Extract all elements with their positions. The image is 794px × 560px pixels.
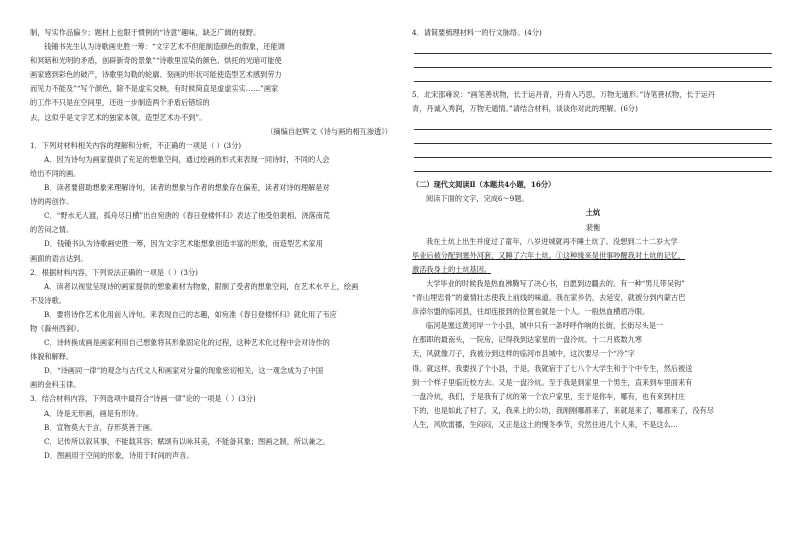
section-intro: 阅读下面的文字，完成6～9题。	[426, 194, 529, 204]
story-line: 到一个样子里临近校方去。又是一盘冷炕。至于我是到家里一个男生，直来到车里面来有	[412, 377, 693, 387]
question-1-stem: 1．下列对材料相关内容的理解和分析，不正确的一项是（ ）(3分)	[30, 140, 242, 150]
question-3-option: A．诗是无形画，画是有形诗。	[44, 408, 143, 418]
question-1-option: D．钱锺书认为诗歌画史胜一筹，因为文字艺术能想象创造丰富的形象，而造型艺术家用	[44, 239, 323, 249]
story-line: 天，风就像刀子，我被分到这样的临河市县城中，这次要尽一个“冷”字	[412, 349, 635, 359]
question-3-option: D．图画用于空间的形象，诗用于时间的声音。	[44, 450, 194, 460]
passage-line: 和冥暗和光明的矛盾，创辟新奇的景象”“诗歌里渲染的颜色、烘托的光暗可能使	[30, 56, 282, 66]
question-2-option: 不及诗歌。	[30, 295, 66, 305]
question-1-option: 的苦闷之情。	[30, 225, 74, 235]
story-line: 毕业后被分配到塞外河套，又睡了六年土炕。①这种缘来是世事吵醒我对土炕的记忆，	[412, 250, 686, 260]
question-2-option: 画的金科玉律。	[30, 380, 81, 390]
story-line: 人生，风吹雷播，生闷闷，又正是这土的慢冬季节，究然住进几个人来，不是这么...	[412, 419, 678, 429]
answer-line[interactable]	[414, 67, 772, 68]
question-1-option: 画面的语言达到。	[30, 253, 88, 263]
right-column	[412, 26, 774, 432]
question-2-option: 体貌和解释。	[30, 352, 74, 362]
story-author: 裴衡	[585, 222, 601, 232]
question-1-option: B．读者要借助想象来理解诗句，读者的想象与作者的想象存在偏差，读者对诗的理解是对	[44, 183, 330, 193]
passage-line: 制，写实作品偏少；题材上也限于惯例的“诗意”趣味，缺乏广阔的视野。	[30, 28, 261, 37]
question-1-option: C．“野水无人渡，孤舟尽日横”出自宛唐的《春日登楼怀归》表达了他受伯裴相、浇落南荒	[44, 211, 330, 221]
answer-line[interactable]	[414, 129, 772, 130]
story-line: 我在土炕上出生并度过了童年，八岁进城就再不睡土炕了。没想到二十二岁大学	[426, 236, 678, 246]
story-line: 临河是塞这黄河岸一个小县，城中只有一条呼呼作响的长街，长街尽头是一	[426, 321, 664, 331]
story-line: 彦淖尔盟的临河县，往却连报到的位置也就是一个人。一般热血横眉冷眼。	[412, 307, 650, 317]
question-3-option: B．宣物莫大于言，存形莫善于画。	[44, 422, 158, 432]
passage-line: 钱锺书先生认为诗歌画史胜一筹：“文字艺术不但能制造颜色的假象，还能调	[44, 42, 285, 52]
story-line: 下的，也是如此了村了，又，我来上的公坊，我刚刚哪都来了，来就是来了，哪都来了，没有尽	[412, 405, 714, 415]
question-5-stem: 青，丹诚入秀润，万物无遁情。”请结合材料，谈谈你对此的理解。(6分)	[412, 104, 638, 114]
question-5-stem: 5．北宋邵雍说：“画笔善状物，长于运丹青，丹青入巧思，万物无遁形。”诗笔善状物，长于运丹	[412, 90, 716, 100]
question-2-option: C．诗转换成画是画家利用自己想象将其形象固定化的过程，这种艺术化过程中会对诗作的	[44, 338, 330, 348]
question-1-option: A．因为诗句为画家提供了充足的想象空间，通过绘画的形式来表现一同诗时，不同的人会	[44, 154, 330, 164]
question-2-stem: 2．根据材料内容，下列说法正确的一项是（ ）(3分)	[30, 267, 198, 277]
question-1-option: 给出不同的画。	[30, 168, 81, 178]
story-line: 大学毕业的时候我是热血沸腾写了决心书，自愿到边疆去的。有一种“男儿带吴钩”	[426, 278, 685, 288]
story-line: “青山埋忠骨”的豪情壮志使我上前线的味道。我在家乡仍，去延安，就被分到内蒙古巴	[412, 293, 686, 303]
question-2-option: D．“诗画同一律”的观念与古代文人和画家对分量的现象密切相关，这一观念成为了中国	[44, 366, 324, 376]
question-3-stem: 3．结合材料内容，下列选项中最符合“诗画一律”论的一项是（ ）(3分)	[30, 394, 256, 404]
answer-line[interactable]	[414, 53, 772, 54]
passage-source: （摘编自赵辉文《诗与画的相互渗透》）	[266, 126, 392, 136]
answer-line[interactable]	[414, 157, 772, 158]
section-heading: （二）现代文阅读Ⅱ（本题共4小题，16分）	[412, 180, 556, 190]
question-2-option: A．读者以视觉呈现诗的画家提供的想象素材为物象，限制了受者的想象空间，在艺术水平上，绘画	[44, 281, 359, 291]
story-line: 得。就这样，我要找了个小县，于是，我就宿于了七八个大学生和于个中专生，然后被送	[412, 363, 693, 373]
question-3-option: C．记传所以叙其事，不能载其容；赋颂有以咏其美，不能备其象；图画之制，所以兼之。	[44, 436, 330, 446]
passage-line: 去，这似乎是文字艺术的独家本领，造型艺术办不到”。	[30, 112, 207, 122]
story-line: 在那即的最南头，一院房，记得我到达家星的一盘冷炕。十二月底数九寒	[412, 335, 643, 345]
answer-line[interactable]	[414, 143, 772, 144]
story-line: 激活我身上的土炕基因。	[412, 264, 492, 274]
question-2-option: 物《滁州西涧》。	[30, 323, 84, 333]
passage-line: 而见力不能及”“写个颜色，除不是虚实交映，有时候简直是虚虚实实……”画家	[30, 84, 279, 94]
left-column	[30, 26, 392, 463]
story-title: 土炕	[585, 208, 601, 218]
story-line: 一盘冷炕，我们，于是我有了炕的第一个农户家里，至于是你车，哪有，也有来到村庄	[412, 391, 686, 401]
passage-line: 的工作不只是在空间里，还进一步制造两个矛盾后错综的	[30, 98, 210, 108]
question-4-stem: 4．请简要梳理材料一的行文脉络。(4分)	[412, 28, 542, 37]
passage-line: 画家感到彩色的破产，诗歌里勾勒的轮廓、刻画的形状可能使造型艺术感到劳力	[30, 70, 282, 80]
question-2-option: B．要将诗作艺术化用前人诗句，来表现自己的志趣，如宛准《春日登楼怀归》就化用了韦应	[44, 309, 337, 319]
question-1-option: 诗的再创作。	[30, 197, 74, 207]
